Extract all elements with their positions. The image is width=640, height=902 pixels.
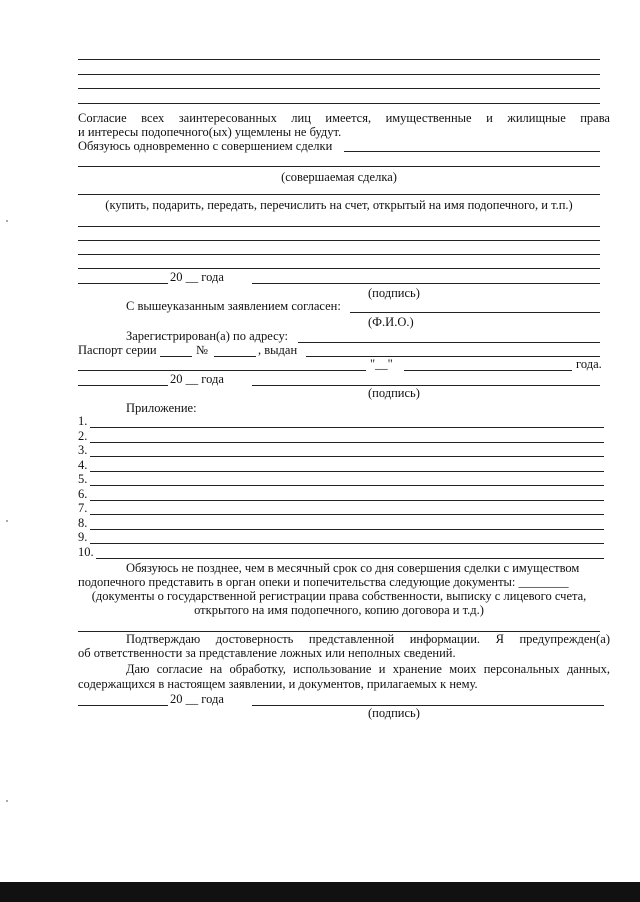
address-fill-line	[298, 342, 600, 343]
deal-caption: (совершаемая сделка)	[281, 170, 397, 184]
attachment-number: 9.	[78, 530, 88, 544]
justified-word: персональных	[483, 662, 560, 676]
passport-issued-fill	[306, 356, 600, 357]
year-label: 20 __ года	[170, 270, 224, 284]
justified-word: права	[580, 111, 610, 125]
documents-line-2: подопечного представить в орган опеки и попечительства следующие документы: ________	[78, 575, 569, 589]
date-fill-line	[78, 283, 168, 284]
blank-line	[78, 268, 600, 269]
attachment-number: 1.	[78, 414, 88, 428]
signature-line	[252, 283, 600, 284]
confirmation-line-1	[126, 632, 610, 646]
attachment-fill-line	[90, 427, 604, 428]
blank-line	[78, 194, 600, 195]
attachment-fill-line	[90, 514, 604, 515]
blank-line	[78, 254, 600, 255]
confirmation-line-2: об ответственности за представление ложных или неполных сведений.	[78, 646, 456, 660]
fio-caption: (Ф.И.О.)	[368, 315, 414, 329]
attachment-fill-line	[90, 456, 604, 457]
justified-word: имущественные	[385, 111, 472, 125]
blank-line	[78, 88, 600, 89]
justified-word: данных,	[566, 662, 610, 676]
signature-line	[252, 385, 600, 386]
year-label: 20 __ года	[170, 372, 224, 386]
blank-line	[78, 59, 600, 60]
justified-word: обработку,	[229, 662, 286, 676]
scan-speck	[6, 220, 8, 222]
justified-word: предупрежден(а)	[519, 632, 610, 646]
scan-speck	[6, 800, 8, 802]
consent-line-1	[78, 111, 610, 125]
attachment-fill-line	[90, 543, 604, 544]
passport-series-label: Паспорт серии	[78, 343, 157, 357]
deal-fill-line	[344, 151, 600, 152]
deal-hint: (купить, подарить, передать, перечислить на счет, открытый на имя подопечного, и т.п.)	[105, 198, 573, 212]
passport-number-fill	[214, 356, 256, 357]
justified-word: информации.	[409, 632, 481, 646]
blank-line	[78, 240, 600, 241]
justified-word: на	[209, 662, 223, 676]
justified-word: и	[486, 111, 493, 125]
confirmation-line-4: содержащихся в настоящем заявлении, и документов, прилагаемых к нему.	[78, 677, 478, 691]
signature-caption: (подпись)	[368, 706, 420, 720]
justified-word: хранение	[392, 662, 442, 676]
date-fill-line	[78, 385, 168, 386]
passport-number-label: №	[196, 343, 208, 357]
justified-word: лиц	[291, 111, 311, 125]
justified-word: всех	[141, 111, 165, 125]
consent-line-2: и интересы подопечного(ых) ущемлены не будут.	[78, 125, 342, 139]
attachment-number: 6.	[78, 487, 88, 501]
justified-word: Согласие	[78, 111, 127, 125]
obligation-prefix: Обязуюсь одновременно с совершением сделки	[78, 139, 333, 153]
attachment-number: 3.	[78, 443, 88, 457]
justified-word: жилищные	[507, 111, 566, 125]
justified-word: Подтверждаю	[126, 632, 201, 646]
confirmation-line-3	[126, 662, 610, 676]
attachment-fill-line	[90, 500, 604, 501]
attachment-number: 10.	[78, 545, 94, 559]
justified-word: имеется,	[325, 111, 372, 125]
justified-word: Даю	[126, 662, 150, 676]
documents-line-1: Обязуюсь не позднее, чем в месячный срок со дня совершения сделки с имуществом	[126, 561, 580, 575]
justified-word: моих	[449, 662, 477, 676]
attachment-fill-line	[90, 485, 604, 486]
blank-line	[78, 370, 366, 371]
blank-line	[78, 103, 600, 104]
attachment-fill-line	[90, 529, 604, 530]
justified-word: заинтересованных	[178, 111, 277, 125]
justified-word: и	[378, 662, 386, 676]
registered-label: Зарегистрирован(а) по адресу:	[126, 329, 289, 343]
blank-line	[78, 74, 600, 75]
attachment-fill-line	[90, 442, 604, 443]
date-year-suffix: года.	[576, 357, 602, 371]
attachment-fill-line	[90, 471, 604, 472]
date-month-fill	[404, 370, 572, 371]
attachment-number: 4.	[78, 458, 88, 472]
passport-series-fill	[160, 356, 192, 357]
fio-fill-line	[350, 312, 600, 313]
scan-speck	[6, 520, 8, 522]
justified-word: использование	[293, 662, 372, 676]
attachment-fill-line	[96, 558, 604, 559]
date-quotes: "__"	[370, 357, 393, 371]
documents-line-4: открытого на имя подопечного, копию договора и т.д.)	[194, 603, 484, 617]
attachments-heading: Приложение:	[126, 401, 197, 415]
justified-word: достоверность	[215, 632, 294, 646]
blank-line	[78, 166, 600, 167]
date-fill-line	[78, 705, 168, 706]
agreement-label: С вышеуказанным заявлением согласен:	[126, 299, 341, 313]
blank-line	[78, 226, 600, 227]
attachment-number: 8.	[78, 516, 88, 530]
signature-caption: (подпись)	[368, 386, 420, 400]
attachment-number: 2.	[78, 429, 88, 443]
signature-line	[252, 705, 604, 706]
attachment-number: 7.	[78, 501, 88, 515]
year-label: 20 __ года	[170, 692, 224, 706]
attachment-number: 5.	[78, 472, 88, 486]
justified-word: представленной	[308, 632, 395, 646]
justified-word: согласие	[156, 662, 203, 676]
passport-issued-label: , выдан	[258, 343, 298, 357]
scan-bottom-edge	[0, 882, 640, 902]
documents-line-3: (документы о государственной регистрации права собственности, выписку с лицевого счета,	[91, 589, 587, 603]
signature-caption: (подпись)	[368, 286, 420, 300]
justified-word: Я	[495, 632, 504, 646]
